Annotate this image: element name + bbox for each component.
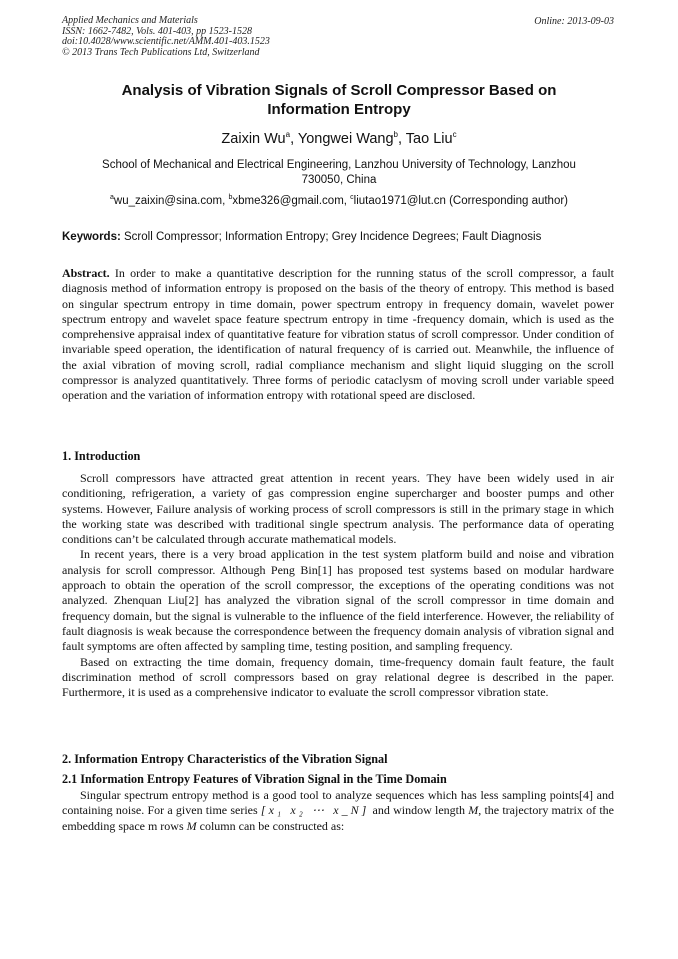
copyright-line: © 2013 Trans Tech Publications Ltd, Switzerland [62, 46, 260, 58]
email-1: wu_zaixin@sina.com, [113, 194, 229, 207]
doi-line: doi:10.4028/www.scientific.net/AMM.401-403.1523 [62, 36, 270, 47]
author-list: Zaixin Wu$^a$, Yongwei Wang$^b$, Tao Liu$^c$ [221, 130, 457, 147]
section-2-1-heading: 2.1 Information Entropy Features of Vibration Signal in the Time Domain [62, 772, 447, 786]
issn-line: ISSN: 1662-7482, Vols. 401-403, pp 1523-1528 [62, 25, 252, 37]
author-3-sup: c [452, 130, 457, 139]
time-series-expression: [x₁ x₂ ⋯ x_N] [260, 803, 370, 818]
title-line-2: Information Entropy [267, 100, 411, 118]
keywords-text: Scroll Compressor; Information Entropy; Grey Incidence Degrees; Fault Diagnosis [120, 231, 542, 243]
paragraph: Scroll compressors have attracted great attention in recent years. They have been widely used in air conditioning, refrigeration, a variety of gas compression engine supercharger and booster pumps and other systems. However, Failure analysis of working process of scroll compressors is still in the primary stage in which the working state was described with traditional single spectrum analysis. The performance data of operating conditions can’t be calculated through accurate mathematical models. [62, 471, 614, 547]
author-2-sup: b [393, 130, 398, 139]
section-1-body [62, 471, 614, 700]
email-3: liutao1971@lut.cn (Corresponding author) [353, 194, 568, 207]
online-date: Online: 2013-09-03 [534, 16, 614, 27]
affiliation: School of Mechanical and Electrical Engineering, Lanzhou University of Technology, Lanzhou 730050, China [102, 159, 576, 186]
author-3: Tao Liu [405, 130, 453, 147]
section-1-heading: 1. Introduction [62, 449, 141, 463]
journal-header [62, 16, 270, 58]
section-2-heading: 2. Information Entropy Characteristics of the Vibration Signal [62, 752, 388, 766]
keywords [62, 231, 618, 243]
keywords-label: Keywords: [62, 231, 121, 243]
email-2: xbme326@gmail.com, [232, 194, 351, 207]
paragraph: Based on extracting the time domain, frequency domain, time-frequency domain fault feature, the fault discrimination method of scroll compressors based on gray relational degree is described in the paper. Furthermore, it is used as a comprehensive indicator to evaluate the scroll compressor vibration state. [62, 654, 614, 700]
author-2: Yongwei Wang [297, 130, 394, 147]
author-1: Zaixin Wu [221, 130, 286, 147]
journal-name: Applied Mechanics and Materials [62, 15, 198, 26]
author-1-sup: a [285, 130, 291, 139]
title-line-1: Analysis of Vibration Signals of Scroll Compressor Based on [121, 82, 557, 99]
abstract-text: In order to make a quantitative description for the running status of the scroll compressor, a fault diagnosis method of information entropy is proposed on the basis of the theory of entropy. This method is based on singular spectrum entropy in time domain, power spectrum entropy in frequency domain, wavelet power spectrum entropy and wavelet space feature spectrum entropy in time -frequency domain, which is used as the comprehensive appraisal index of quantitative feature for vibration status of scroll compressor. Under condition of invariable speed operation, the identification of natural frequency of is carried out. Meanwhile, the influence of the axial vibration of moving scroll, radial compliance mechanism and slight liquid slugging on the scroll compressor is analyzed quantitatively. Three forms of periodic cataclysm of moving scroll under variable speed operation and the variation of information entropy with rotational speed are disclosed. [62, 266, 614, 403]
abstract [62, 266, 614, 404]
abstract-label: Abstract. [62, 266, 110, 280]
email-list: $^a$wu_zaixin@sina.com, $^b$xbme326@gmail.com, $^c$liutao1971@lut.cn (Corresponding author) [109, 194, 568, 207]
section-2-1-body [62, 788, 614, 834]
paragraph: In recent years, there is a very broad application in the test system platform build and noise and vibration analysis for scroll compressor. Although Peng Bin[1] has proposed test systems based on modular hardware approach to obtain the operation of the scroll compressor, the exceptions of the operating conditions was not analyzed. Zhenquan Liu[2] has analyzed the vibration signal of the scroll compressor in time domain and frequency domain, but the signal is vulnerable to the influence of the field interference. However, the reliability of fault diagnosis is weak because the correspondence between the frequency domain analysis of vibration signal and fault symptoms are often affected by sampling time, testing position, and sampling frequency. [62, 547, 614, 654]
paragraph: Singular spectrum entropy method is a good tool to analyze sequences which has less sampling points[4] and containing noise. For a given time series [x₁ x₂ ⋯ x_N] and window length M, the trajectory matrix of the embedding space m rows M column can be constructed as: [62, 788, 614, 833]
paper-title [70, 82, 608, 119]
